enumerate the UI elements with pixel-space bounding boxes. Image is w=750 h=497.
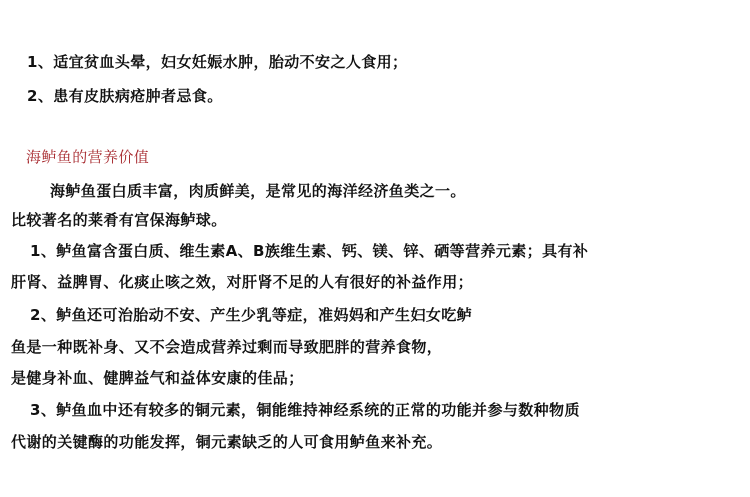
intro-line-2: 比较著名的莱肴有宫保海鲈球。 — [11, 211, 227, 229]
section-title: 海鲈鱼的营养价值 — [26, 148, 150, 166]
point-1-line-2: 肝肾、益脾胃、化痰止咳之效，对肝肾不足的人有很好的补益作用； — [11, 273, 474, 291]
point-3-line-1: 3、鲈鱼血中还有较多的铜元素，铜能维持神经系统的正常的功能并参与数种物质 — [30, 401, 580, 419]
point-2-line-3: 是健身补血、健脾益气和益体安康的佳品； — [11, 369, 304, 387]
usage-item-2: 2、患有皮肤病疮肿者忌食。 — [27, 87, 223, 105]
point-2-line-2: 鱼是一种既补身、又不会造成营养过剩而导致肥胖的营养食物， — [11, 338, 443, 356]
point-2-line-1: 2、鲈鱼还可治胎动不安、产生少乳等症，准妈妈和产生妇女吃鲈 — [30, 306, 473, 324]
point-3-line-2: 代谢的关键酶的功能发挥，铜元素缺乏的人可食用鲈鱼来补充。 — [11, 433, 443, 451]
usage-item-1: 1、适宜贫血头晕，妇女妊娠水肿，胎动不安之人食用； — [27, 53, 408, 71]
point-1-line-1: 1、鲈鱼富含蛋白质、维生素A、B族维生素、钙、镁、锌、硒等营养元素；具有补 — [30, 242, 589, 260]
intro-line-1: 海鲈鱼蛋白质丰富，肉质鲜美，是常见的海洋经济鱼类之一。 — [50, 182, 466, 200]
